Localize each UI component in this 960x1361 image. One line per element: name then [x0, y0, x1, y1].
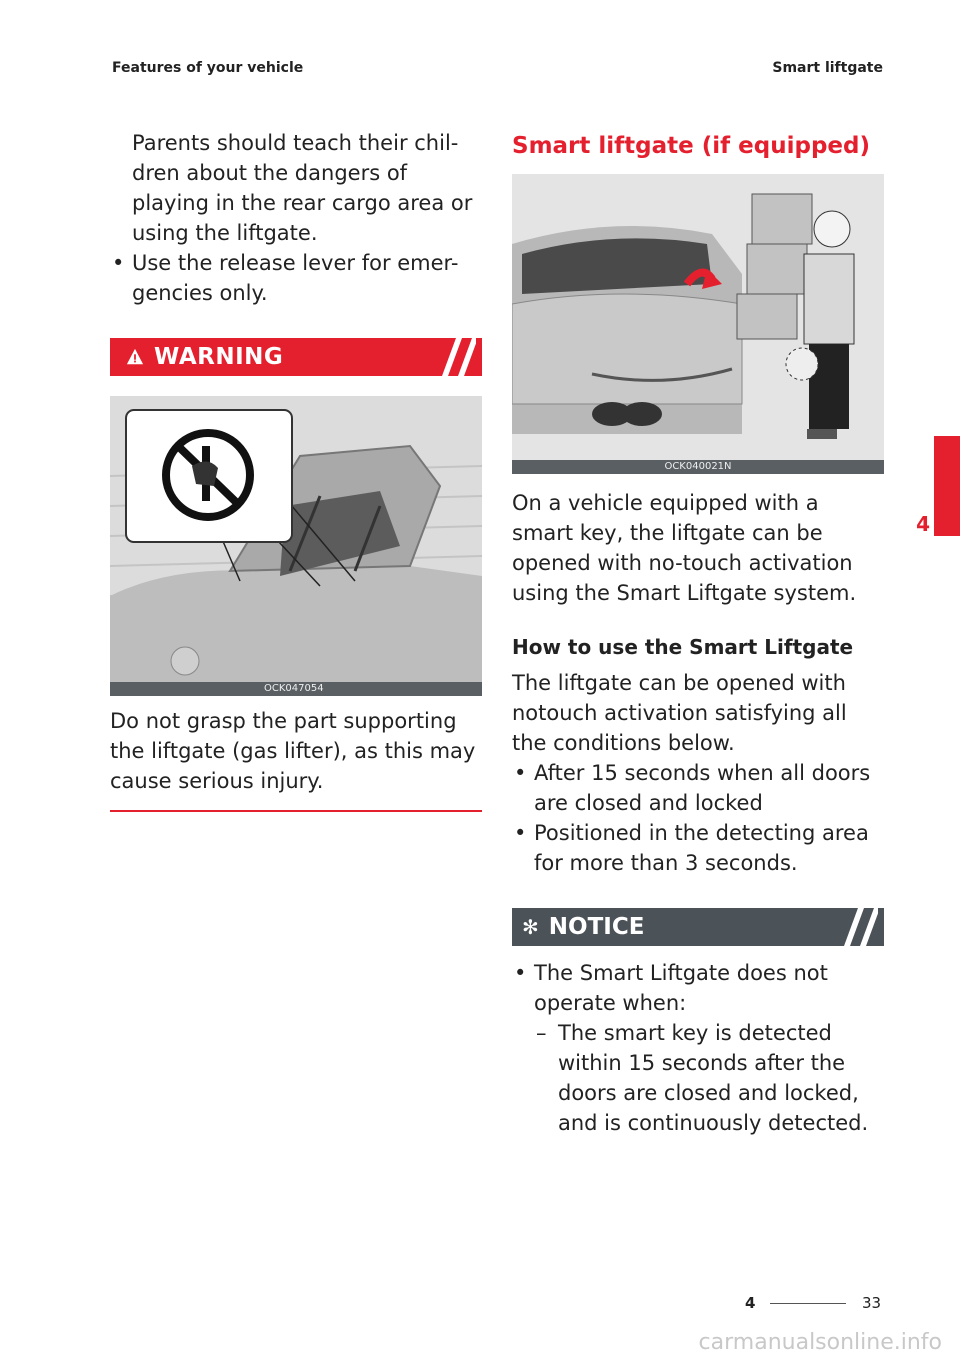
notice-title: NOTICE — [548, 914, 645, 940]
warning-text: Do not grasp the part supporting the liftgate (gas lifter), as this may cause serious injury. — [110, 709, 476, 793]
left-column — [110, 128, 482, 812]
warning-end-rule — [110, 810, 482, 812]
bullet-dot: • — [514, 961, 527, 985]
how-to-heading: How to use the Smart Liftgate — [512, 635, 854, 659]
asterisk-icon: ✻ — [522, 915, 539, 939]
condition-text: After 15 seconds when all doors are closed and locked — [534, 761, 871, 815]
warning-banner — [110, 338, 482, 376]
running-header-section: Smart liftgate — [772, 60, 883, 76]
notice-banner — [512, 908, 884, 946]
banner-stripes — [830, 908, 878, 946]
warning-title: WARNING — [154, 344, 284, 370]
how-to-text: The liftgate can be opened with notouch activation satisfying all the conditions below. — [512, 671, 847, 755]
page-number: 33 — [862, 1294, 882, 1312]
banner-stripes — [428, 338, 476, 376]
right-column — [512, 128, 884, 1138]
footer-chapter: 4 — [745, 1294, 756, 1312]
bullet-dot: • — [514, 821, 527, 845]
chapter-tab — [934, 436, 960, 536]
condition-item — [512, 818, 884, 878]
notice-bullet-text: The Smart Liftgate does not operate when: — [534, 961, 828, 1015]
notice-sub-text: The smart key is detected within 15 seconds after the doors are closed and locked, and is continuously detected. — [558, 1021, 869, 1135]
bullet-text: Use the release lever for emer-gencies only. — [132, 251, 459, 305]
notice-sub-item — [512, 1018, 884, 1138]
running-header-chapter: Features of your vehicle — [112, 60, 304, 76]
condition-text: Positioned in the detecting area for more than 3 seconds. — [534, 821, 869, 875]
bullet-release-lever — [110, 248, 482, 308]
parents-warning-text: Parents should teach their chil-dren about the dangers of playing in the rear cargo area or using the liftgate. — [132, 131, 473, 245]
figure-code: OCK047054 — [110, 682, 482, 696]
watermark: carmanualsonline.info — [698, 1330, 942, 1355]
bullet-dot: • — [514, 761, 527, 785]
condition-item — [512, 758, 884, 818]
dash-marker: – — [536, 1021, 547, 1045]
bullet-dot: • — [112, 251, 125, 275]
figure-code: OCK040021N — [512, 460, 884, 474]
chapter-tab-number: 4 — [916, 512, 930, 536]
gas-lifter-figure — [110, 396, 482, 696]
liftgate-gas-lifter-illustration — [110, 396, 482, 696]
footer-divider — [770, 1303, 846, 1304]
notice-bullet — [512, 958, 884, 1018]
smart-liftgate-illustration — [512, 174, 884, 474]
smart-liftgate-figure — [512, 174, 884, 474]
warning-triangle-icon — [126, 348, 144, 366]
section-title: Smart liftgate (if equipped) — [512, 133, 870, 159]
smart-liftgate-intro: On a vehicle equipped with a smart key, the liftgate can be opened with no-touch activation using the Smart Liftgate system. — [512, 491, 857, 605]
